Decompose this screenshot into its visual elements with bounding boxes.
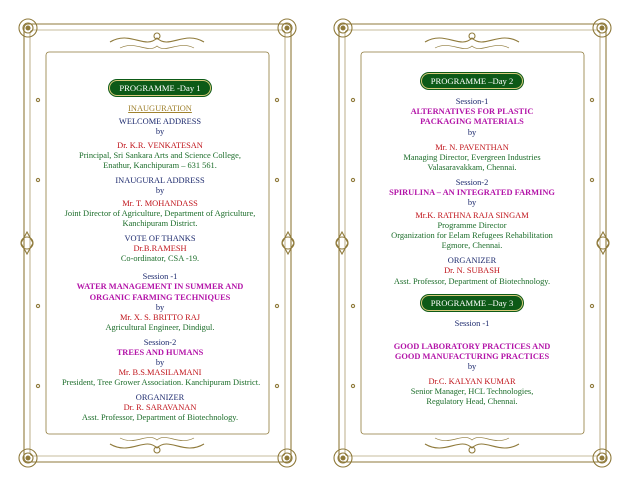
by-text: by [155, 358, 165, 368]
corner-ornament-br [278, 449, 296, 467]
corner-ornament-tr [278, 19, 296, 37]
day2-badge: PROGRAMME –Day 2 [421, 73, 524, 89]
by-text: by [155, 185, 165, 195]
session-label: Session -1 [142, 272, 178, 282]
day2-3-content [372, 73, 572, 408]
by-text: by [467, 198, 477, 208]
by-text: by [467, 362, 477, 372]
welcome-address-heading: WELCOME ADDRESS [118, 117, 202, 127]
session-speaker-role: Programme Director [437, 221, 507, 231]
organizer-name: Dr. R. SARAVANAN [123, 403, 197, 413]
welcome-speaker-role: Principal, Sri Sankara Arts and Science College, [79, 150, 241, 160]
session-speaker: Mr. N. PAVENTHAN [435, 142, 509, 152]
session-speaker: Dr.C. KALYAN KUMAR [428, 377, 516, 387]
session-label: Session-2 [455, 177, 489, 187]
session-title: ALTERNATIVES FOR PLASTIC [410, 107, 534, 117]
organizer-role: Asst. Professor, Department of Biotechnology. [393, 276, 551, 286]
session-speaker-role: Agricultural Engineer, Dindigul. [105, 322, 215, 332]
session-title: GOOD MANUFACTURING PRACTICES [394, 352, 550, 362]
by-text: by [155, 127, 165, 137]
corner-ornament-bl [334, 449, 352, 467]
session-speaker-organization: Organization for Eelam Refugees Rehabilitation [391, 231, 553, 241]
inauguration-heading: INAUGURATION [128, 104, 192, 114]
session-speaker: Mr. X. S. BRITTO RAJ [119, 312, 201, 322]
corner-ornament-tl [19, 19, 37, 37]
inaugural-speaker: Mr. T. MOHANDASS [122, 198, 198, 208]
inaugural-speaker-district: Kanchipuram District. [122, 219, 198, 229]
session-speaker-role: Managing Director, Evergreen Industries [403, 152, 541, 162]
day1-badge: PROGRAMME -Day 1 [109, 80, 210, 96]
session-title: PACKAGING MATERIALS [420, 117, 524, 127]
thanks-speaker: Dr.B.RAMESH [133, 244, 187, 254]
session-speaker: Mr.K. RATHNA RAJA SINGAM [415, 211, 529, 221]
day1-content [62, 80, 261, 424]
by-text: by [467, 127, 477, 137]
thanks-speaker-role: Co-ordinator, CSA -19. [120, 254, 200, 264]
session-title: TREES AND HUMANS [116, 347, 204, 357]
session-title: GOOD LABORATORY PRACTICES AND [393, 342, 551, 352]
vote-of-thanks-heading: VOTE OF THANKS [124, 234, 196, 244]
organizer-role: Asst. Professor, Department of Biotechnology. [81, 413, 239, 423]
session-speaker: Mr. B.S.MASILAMANI [118, 368, 202, 378]
welcome-speaker: Dr. K.R. VENKATESAN [117, 140, 203, 150]
session-label: Session-1 [455, 97, 489, 107]
day3-badge: PROGRAMME –Day 3 [421, 295, 524, 311]
organizer-name: Dr. N. SUBASH [444, 266, 500, 276]
session-label: Session-2 [143, 337, 177, 347]
session-speaker-role: Senior Manager, HCL Technologies, [410, 387, 534, 397]
session-title: WATER MANAGEMENT IN SUMMER AND [76, 282, 244, 292]
session-title: ORGANIC FARMING TECHNIQUES [89, 292, 231, 302]
session-speaker-role: Regulatory Head, Chennai. [426, 397, 518, 407]
session-title: SPIRULINA – AN INTEGRATED FARMING [389, 187, 555, 197]
inaugural-speaker-role: Joint Director of Agriculture, Department of Agriculture, [64, 209, 256, 219]
session-speaker-address: Egmore, Chennai. [441, 241, 503, 251]
organizer-heading: ORGANIZER [135, 393, 185, 403]
welcome-speaker-address: Enathur, Kanchipuram – 631 561. [103, 160, 217, 170]
corner-ornament-tl [334, 19, 352, 37]
inaugural-address-heading: INAUGURAL ADDRESS [115, 175, 205, 185]
session-label: Session -1 [454, 318, 490, 328]
corner-ornament-tr [593, 19, 611, 37]
session-speaker-address: Valasaravakkam, Chennai. [427, 162, 517, 172]
corner-ornament-bl [19, 449, 37, 467]
organizer-heading: ORGANIZER [447, 256, 497, 266]
session-speaker-role: President, Tree Grower Association. Kanchipuram District. [62, 378, 261, 388]
by-text: by [155, 302, 165, 312]
corner-ornament-br [593, 449, 611, 467]
